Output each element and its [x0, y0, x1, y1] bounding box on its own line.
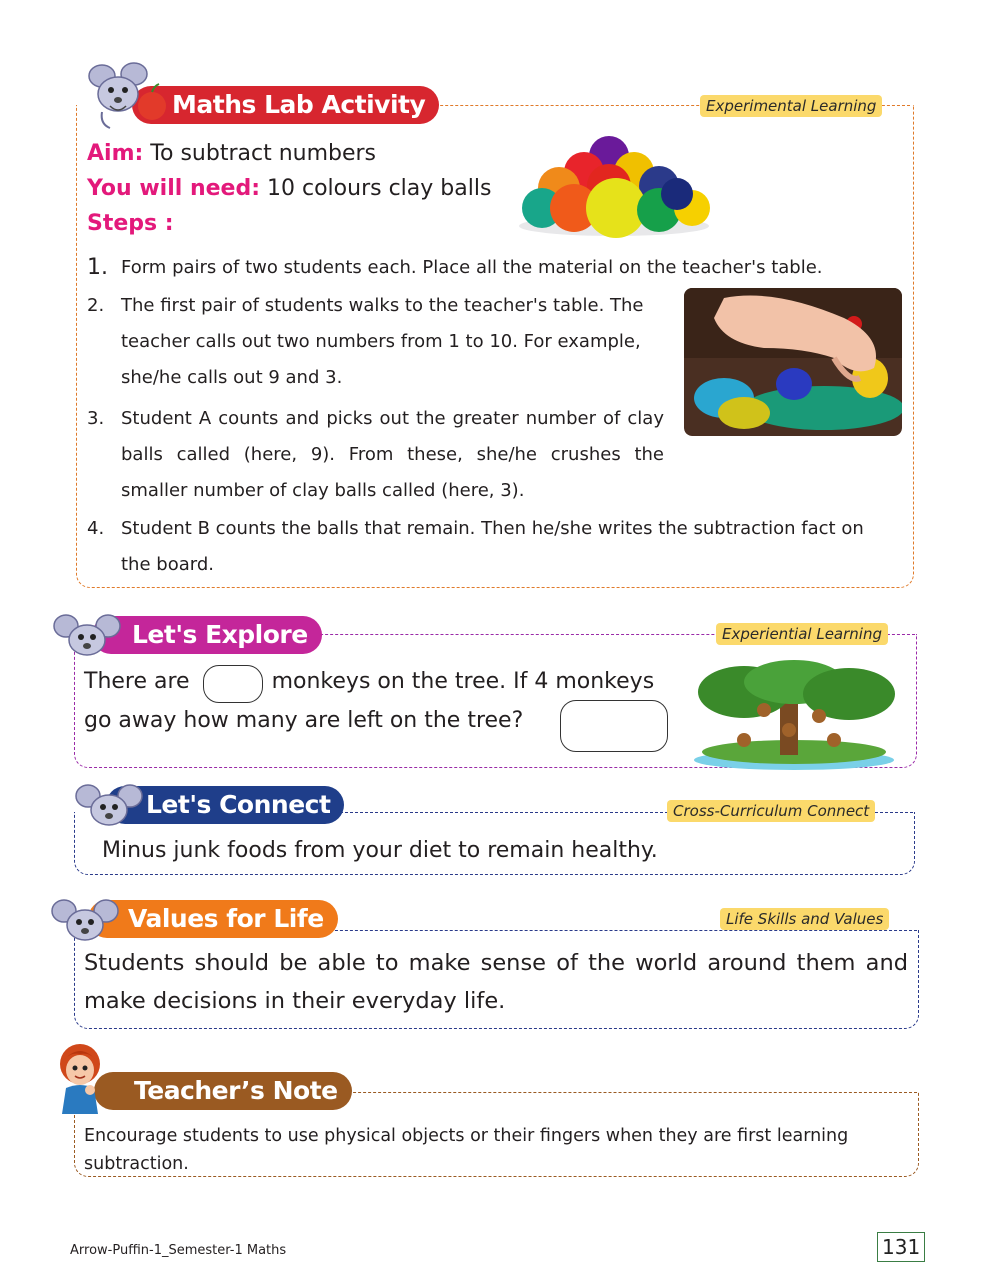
lab-need	[87, 172, 491, 206]
need-text: 10 colours clay balls	[267, 176, 492, 201]
footer-book-title: Arrow-Puffin-1_Semester-1 Maths	[70, 1243, 287, 1258]
teacher-girl-icon	[50, 1036, 110, 1116]
mouse-mascot-icon	[52, 610, 122, 662]
explore-text-b: monkeys on the tree. If 4 monkeys	[271, 669, 655, 694]
values-text: Students should be able to make sense of the world around them and make decisions in their everyday life.	[84, 950, 908, 1014]
connect-tag: Cross-Curriculum Connect	[667, 800, 875, 822]
note-text: Encourage students to use physical objects or their fingers when they are first learning subtraction.	[84, 1126, 849, 1174]
monkeys-count-input[interactable]	[203, 665, 263, 703]
lab-tag: Experimental Learning	[700, 95, 882, 117]
steps-label: Steps :	[87, 211, 174, 236]
hand-clay-photo	[684, 288, 902, 436]
mouse-mascot-icon	[50, 895, 120, 947]
step-3	[87, 401, 664, 509]
page-number: 131	[877, 1232, 925, 1262]
step-2-number: 2.	[87, 295, 105, 316]
step-3-number: 3.	[87, 408, 105, 429]
values-tag: Life Skills and Values	[720, 908, 889, 930]
note-title: Teacher’s Note	[94, 1072, 352, 1110]
explore-tag: Experiential Learning	[716, 623, 888, 645]
step-2	[87, 288, 664, 396]
clay-balls-image	[514, 128, 716, 238]
aim-label: Aim:	[87, 141, 144, 166]
step-4-text: Student B counts the balls that remain. Then he/she writes the subtraction fact on the board.	[121, 518, 864, 575]
monkeys-left-input[interactable]	[560, 700, 668, 752]
aim-text: To subtract numbers	[150, 141, 377, 166]
explore-title: Let's Explore	[92, 616, 322, 654]
step-1	[87, 250, 887, 286]
mouse-mascot-icon	[74, 780, 144, 832]
step-3-text: Student A counts and picks out the greater number of clay balls called (here, 9). From these, she/he crushes the smaller number of clay balls called (here, 3).	[121, 408, 664, 501]
explore-text-a: There are	[84, 669, 190, 694]
step-4	[87, 511, 897, 583]
step-1-text: Form pairs of two students each. Place all the material on the teacher's table.	[121, 257, 823, 278]
explore-line-1	[84, 665, 654, 699]
step-2-text: The first pair of students walks to the teacher's table. The teacher calls out two numbers from 1 to 10. For example, she/he calls out 9 and 3.	[121, 295, 644, 388]
connect-title: Let's Connect	[106, 786, 344, 824]
mouse-mascot-icon	[80, 62, 172, 132]
lab-title: Maths Lab Activity	[132, 86, 439, 124]
connect-text: Minus junk foods from your diet to remain healthy.	[102, 838, 658, 863]
need-label: You will need:	[87, 176, 261, 201]
step-1-number: 1.	[87, 255, 108, 280]
values-title: Values for Life	[88, 900, 338, 938]
step-4-number: 4.	[87, 518, 105, 539]
explore-text-c: go away how many are left on the tree?	[84, 708, 524, 733]
tree-monkeys-image	[684, 660, 904, 770]
lab-aim	[87, 137, 376, 171]
